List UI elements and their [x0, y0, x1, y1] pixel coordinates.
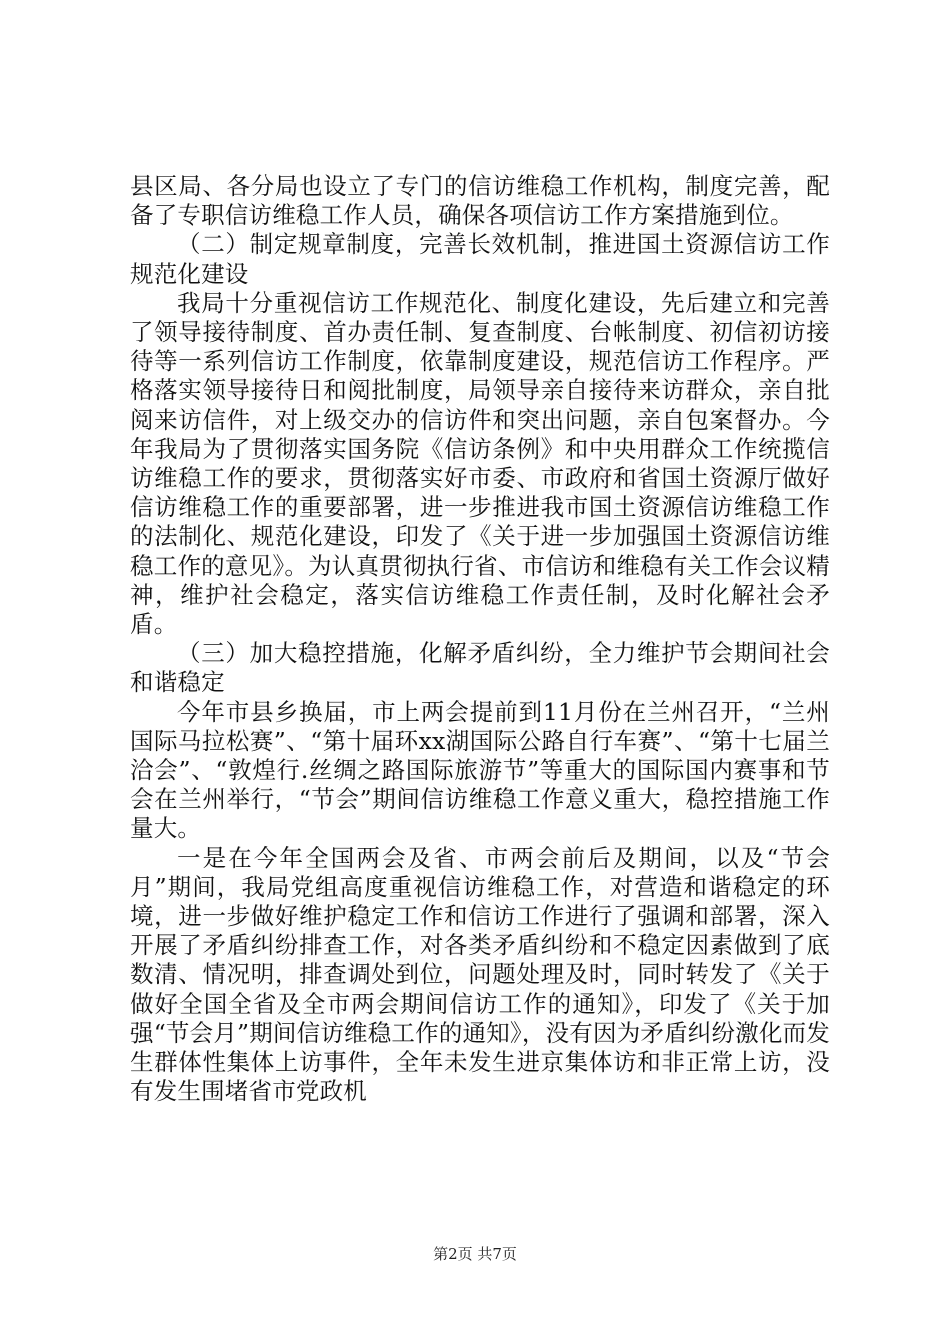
paragraph-events: 今年市县乡换届，市上两会提前到11月份在兰州召开，“兰州国际马拉松赛”、“第十届环xx湖国际公路自行车赛”、“第十七届兰洽会”、“敦煌行.丝绸之路国际旅游节”等重大的国际国内赛事和节会在兰州举行，“节会”期间信访维稳工作意义重大，稳控措施工作量大。 [130, 697, 830, 843]
document-body [130, 172, 830, 1107]
page-footer: 第2页 共7页 [433, 1245, 517, 1263]
paragraph-regulations: 我局十分重视信访工作规范化、制度化建设，先后建立和完善了领导接待制度、首办责任制、复查制度、台帐制度、初信初访接待等一系列信访工作制度，依靠制度建设，规范信访工作程序。严格落实领导接待日和阅批制度，局领导亲自接待来访群众，亲自批阅来访信件，对上级交办的信访件和突出问题，亲自包案督办。今年我局为了贯彻落实国务院《信访条例》和中央用群众工作统揽信访维稳工作的要求，贯彻落实好市委、市政府和省国土资源厅做好信访维稳工作的重要部署，进一步推进我市国土资源信访维稳工作的法制化、规范化建设，印发了《关于进一步加强国土资源信访维稳工作的意见》。为认真贯彻执行省、市信访和维稳有关工作会议精神，维护社会稳定，落实信访维稳工作责任制，及时化解社会矛盾。 [130, 288, 830, 639]
paragraph-continuation: 县区局、各分局也设立了专门的信访维稳工作机构，制度完善，配备了专职信访维稳工作人员，确保各项信访工作方案措施到位。 [130, 172, 830, 230]
paragraph-measures: 一是在今年全国两会及省、市两会前后及期间，以及“节会月”期间，我局党组高度重视信访维稳工作，对营造和谐稳定的环境，进一步做好维护稳定工作和信访工作进行了强调和部署，深入开展了矛盾纠纷排查工作，对各类矛盾纠纷和不稳定因素做到了底数清、情况明，排查调处到位，问题处理及时，同时转发了《关于做好全国全省及全市两会期间信访工作的通知》，印发了《关于加强“节会月”期间信访维稳工作的通知》，没有因为矛盾纠纷激化而发生群体性集体上访事件，全年未发生进京集体访和非正常上访，没有发生围堵省市党政机 [130, 843, 830, 1106]
section-heading-3: （三）加大稳控措施，化解矛盾纠纷，全力维护节会期间社会和谐稳定 [130, 639, 830, 697]
section-heading-2: （二）制定规章制度，完善长效机制，推进国土资源信访工作规范化建设 [130, 230, 830, 288]
